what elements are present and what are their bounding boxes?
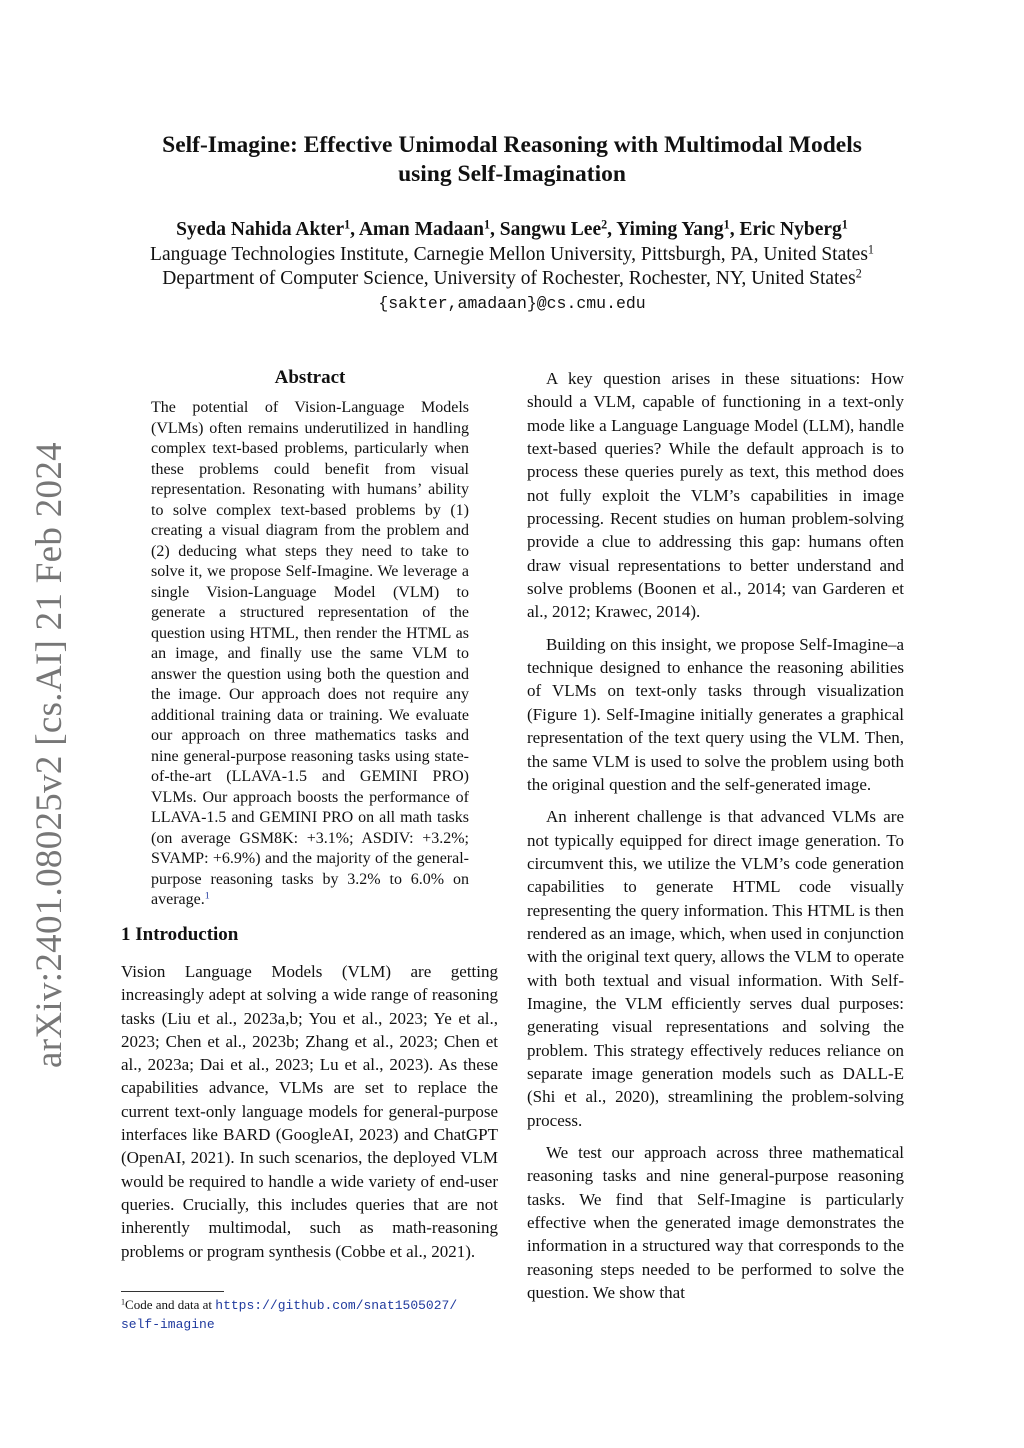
author-affiliation-mark: 2 xyxy=(601,217,608,232)
abstract-body xyxy=(151,398,469,911)
author-separator: , xyxy=(490,219,500,240)
footnote xyxy=(121,1296,511,1334)
footnote-reference[interactable]: 1 xyxy=(204,890,210,902)
paragraph-we-test: We test our approach across three mathematical reasoning tasks and nine general-purpose reasoning tasks. We find that Self-Imagine is particularly effective when the generated image demonstrates the information in a structured way that corresponds to the reasoning steps needed to be performed to solve the question. We show that xyxy=(527,1143,904,1303)
author-name: Sangwu Lee xyxy=(499,219,602,240)
author-list xyxy=(80,218,944,242)
section-heading-introduction: 1 Introduction xyxy=(121,924,239,945)
paper-title xyxy=(90,131,934,189)
footnote-text: Code and data at xyxy=(125,1297,213,1312)
paragraph-building-on-insight: Building on this insight, we propose Self-Imagine–a technique designed to enhance the reasoning abilities of VLMs on text-only tasks through visualization (Figure 1). Self-Imagine initially generates a graphical representation of the text query using the VLM. Then, the same VLM is used to solve the problem using both the original question and the self-generated image. xyxy=(527,634,904,794)
affiliation-rochester xyxy=(80,267,944,291)
footnote-mark: 1 xyxy=(121,1297,126,1307)
author-separator: , xyxy=(607,219,617,240)
code-repository-link[interactable]: https://github.com/snat1505027/ xyxy=(215,1298,458,1313)
author-affiliation-mark: 1 xyxy=(344,217,351,232)
title-line-2: using Self-Imagination xyxy=(398,161,626,187)
affiliation-mark: 2 xyxy=(855,266,862,281)
author-affiliation-mark: 1 xyxy=(841,217,848,232)
introduction-paragraph: Vision Language Models (VLM) are getting increasingly adept at solving a wide range of reasoning tasks (Liu et al., 2023a,b; You et al., 2023; Ye et al., 2023; Chen et al., 2023b; Zhang et al., 2023; Chen et al., 2023a; Dai et al., 2023; Lu et al., 2023). As these capabilities advance, VLMs are set to replace the current text-only language models for general-purpose interfaces like BARD (GoogleAI, 2023) and ChatGPT (OpenAI, 2021). In such scenarios, the deployed VLM would be required to handle a wide variety of end-user queries. Crucially, this includes queries that are not inherently multimodal, such as math-reasoning problems or program synthesis (Cobbe et al., 2021). xyxy=(121,962,498,1261)
affiliation-mark: 1 xyxy=(867,242,874,257)
author-name: Eric Nyberg xyxy=(739,219,842,240)
abstract-text: The potential of Vision-Language Models (VLMs) often remains underutilized in handling complex text-based problems, particularly when these problems could benefit from visual representation. Resonating with humans’ ability to solve complex text-based problems by (1) creating a visual diagram from the problem and (2) deducing what steps they need to take to solve it, we propose Self-Imagine. We leverage a single Vision-Language Model (VLM) to generate a structured representation of the question using HTML, then render the HTML as an image, and finally use the same VLM to answer the question using both the question and the image. Our approach does not require any additional training data or training. We evaluate our approach on three mathematics tasks and nine general-purpose reasoning tasks using state-of-the-art (LLAVA-1.5 and GEMINI PRO) VLMs. Our approach boosts the performance of LLAVA-1.5 and GEMINI PRO on all math tasks (on average GSM8K: +3.1%; ASDIV: +3.2%; SVAMP: +6.9%) and the majority of the general-purpose reasoning tasks by 3.2% to 6.0% on average. xyxy=(151,399,469,908)
author-name: Syeda Nahida Akter xyxy=(176,219,345,240)
paragraph-key-question: A key question arises in these situations: How should a VLM, capable of functioning in a text-only mode like a Language Language Model (LLM), handle text-based queries? While the default approach is to process these queries purely as text, this method does not fully exploit the VLM’s capabilities in image processing. Recent studies on human problem-solving provide a clue to addressing this gap: humans often draw visual representations to better understand and solve problems (Boonen et al., 2014; van Garderen et al., 2012; Krawec, 2014). xyxy=(527,369,904,622)
affiliation-text: Department of Computer Science, University of Rochester, Rochester, NY, United States xyxy=(162,268,856,289)
abstract-heading: Abstract xyxy=(274,367,346,388)
title-line-1: Self-Imagine: Effective Unimodal Reasoning with Multimodal Models xyxy=(162,132,862,158)
author-name: Yiming Yang xyxy=(616,219,724,240)
affiliation-text: Language Technologies Institute, Carnegie Mellon University, Pittsburgh, PA, United States xyxy=(150,244,868,265)
author-name: Aman Madaan xyxy=(358,219,484,240)
author-affiliation-mark: 1 xyxy=(484,217,491,232)
right-column xyxy=(527,367,904,1313)
code-repository-link-continued[interactable]: self-imagine xyxy=(121,1317,215,1332)
footnote-divider xyxy=(121,1291,224,1292)
affiliation-cmu xyxy=(80,243,944,267)
paragraph-inherent-challenge: An inherent challenge is that advanced VLMs are not typically equipped for direct image generation. To circumvent this, we utilize the VLM’s code generation capabilities to generate HTML code visually representing the query information. This HTML is then rendered as an image, which, when used in conjunction with the original text query, allows the VLM to operate with both textual and visual information. With Self-Imagine, the VLM efficiently serves dual purposes: generating visual representations and solving the problem. This strategy effectively reduces reliance on separate image generation models such as DALL-E (Shi et al., 2020), streamlining the problem-solving process. xyxy=(527,807,904,1130)
arxiv-identifier: arXiv:2401.08025v2 [cs.AI] 21 Feb 2024 xyxy=(29,442,70,1068)
author-separator: , xyxy=(729,219,740,240)
contact-email: {sakter,amadaan}@cs.cmu.edu xyxy=(378,294,646,313)
author-separator: , xyxy=(350,219,359,240)
author-affiliation-mark: 1 xyxy=(723,217,730,232)
